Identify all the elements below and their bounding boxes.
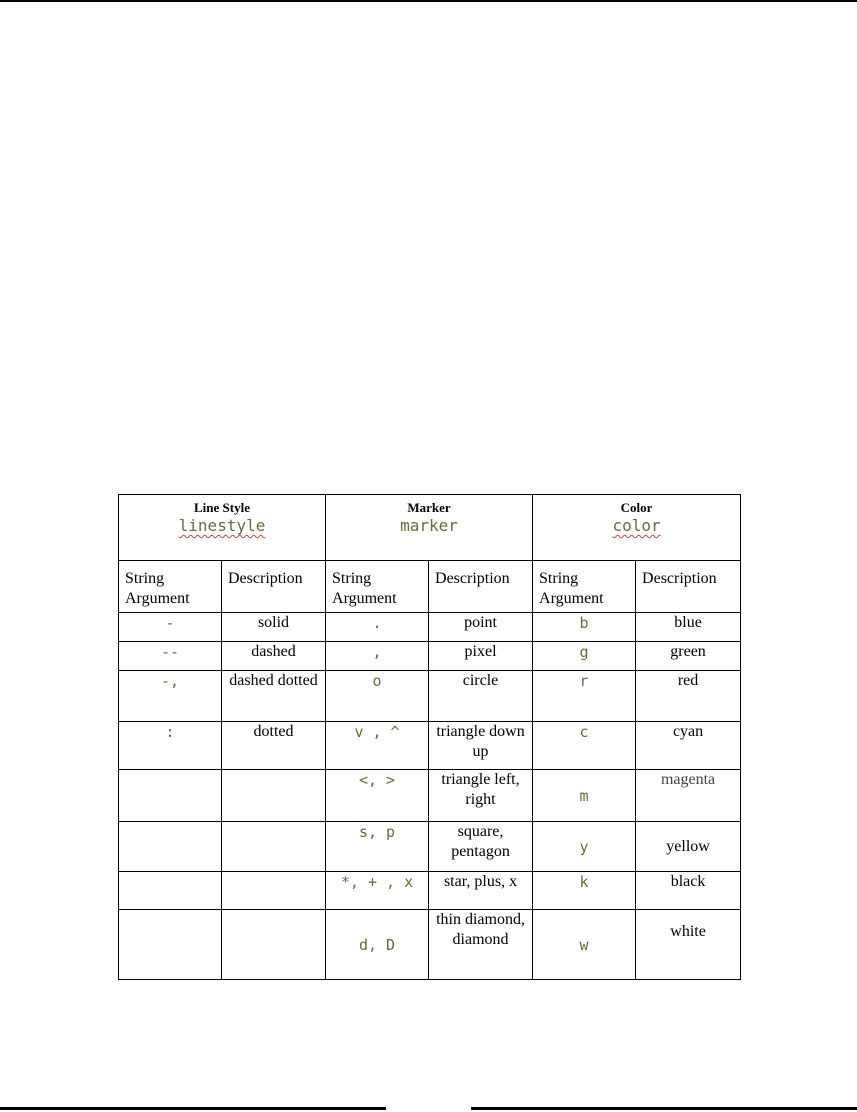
c-arg: y	[533, 822, 636, 872]
group-title: Marker	[407, 500, 451, 515]
table-row	[119, 822, 741, 872]
c-desc: cyan	[636, 722, 741, 770]
ls-arg	[119, 822, 222, 872]
group-title: Line Style	[194, 500, 250, 515]
col-header-string-arg: String Argument	[119, 561, 222, 613]
mk-arg: <, >	[326, 770, 429, 822]
c-desc: green	[636, 642, 741, 671]
c-desc: red	[636, 671, 741, 722]
mk-desc: thin diamond, diamond	[429, 910, 533, 980]
c-desc: magenta	[636, 770, 741, 822]
ls-desc	[222, 872, 326, 910]
ls-arg: -	[119, 613, 222, 642]
ls-desc: dashed dotted	[222, 671, 326, 722]
ls-arg	[119, 910, 222, 980]
plot-format-reference-table	[118, 494, 741, 980]
mk-desc: star, plus, x	[429, 872, 533, 910]
ls-desc	[222, 910, 326, 980]
group-code: linestyle	[178, 516, 266, 535]
bottom-rule-left	[0, 1107, 386, 1110]
c-arg: w	[533, 910, 636, 980]
group-code: color	[612, 516, 661, 535]
column-header-row	[119, 561, 741, 613]
mk-arg: o	[326, 671, 429, 722]
ls-desc: dotted	[222, 722, 326, 770]
c-arg: m	[533, 770, 636, 822]
c-arg: r	[533, 671, 636, 722]
col-header-string-arg: String Argument	[533, 561, 636, 613]
group-title: Color	[620, 500, 653, 515]
ls-arg: -,	[119, 671, 222, 722]
table-row	[119, 722, 741, 770]
mk-desc: circle	[429, 671, 533, 722]
table-row	[119, 613, 741, 642]
table-row	[119, 910, 741, 980]
mk-arg: s, p	[326, 822, 429, 872]
ls-desc: solid	[222, 613, 326, 642]
mk-arg: .	[326, 613, 429, 642]
c-desc: blue	[636, 613, 741, 642]
table-row	[119, 770, 741, 822]
mk-desc: triangle down up	[429, 722, 533, 770]
table-row	[119, 872, 741, 910]
mk-desc: pixel	[429, 642, 533, 671]
ls-desc	[222, 770, 326, 822]
top-rule	[0, 0, 857, 2]
mk-arg: *, + , x	[326, 872, 429, 910]
c-arg: k	[533, 872, 636, 910]
group-header-row	[119, 495, 741, 561]
col-header-string-arg: String Argument	[326, 561, 429, 613]
group-marker	[326, 495, 533, 561]
mk-desc: triangle left, right	[429, 770, 533, 822]
ls-desc	[222, 822, 326, 872]
mk-desc: point	[429, 613, 533, 642]
col-header-description: Description	[429, 561, 533, 613]
table-row	[119, 671, 741, 722]
ls-arg: :	[119, 722, 222, 770]
group-code: marker	[400, 516, 458, 535]
ls-desc: dashed	[222, 642, 326, 671]
mk-arg: ,	[326, 642, 429, 671]
mk-desc: square, pentagon	[429, 822, 533, 872]
c-desc: yellow	[636, 822, 741, 872]
group-color	[533, 495, 741, 561]
col-header-description: Description	[222, 561, 326, 613]
c-arg: b	[533, 613, 636, 642]
table-row	[119, 642, 741, 671]
c-arg: g	[533, 642, 636, 671]
c-desc: black	[636, 872, 741, 910]
ls-arg	[119, 872, 222, 910]
mk-arg: d, D	[326, 910, 429, 980]
c-desc: white	[636, 910, 741, 980]
c-arg: c	[533, 722, 636, 770]
ls-arg: --	[119, 642, 222, 671]
ls-arg	[119, 770, 222, 822]
group-linestyle	[119, 495, 326, 561]
mk-arg: v , ^	[326, 722, 429, 770]
col-header-description: Description	[636, 561, 741, 613]
bottom-rule-right	[471, 1107, 857, 1110]
